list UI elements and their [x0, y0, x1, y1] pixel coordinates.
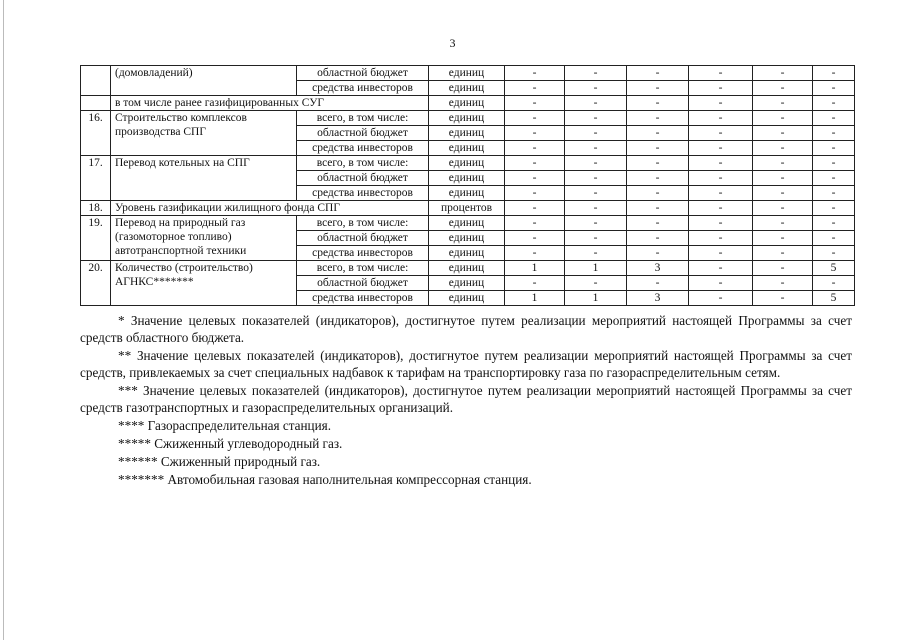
footnote: ****** Сжиженный природный газ.: [118, 454, 321, 469]
footnote: ** Значение целевых показателей (индикаторов), достигнутое путем реализации мероприятий настоящей Программы за счет средств, привлекаемых за счет специальных надбавок к тарифам на транспортировку газа по газораспределительным сетям.: [80, 348, 852, 380]
unit-cell: единиц: [429, 261, 505, 276]
funding-source: средства инвесторов: [297, 246, 429, 261]
funding-source: всего, в том числе:: [297, 261, 429, 276]
funding-source: областной бюджет: [297, 66, 429, 81]
unit-cell: единиц: [429, 156, 505, 171]
value-cell: -: [565, 231, 627, 246]
value-cell: -: [565, 66, 627, 81]
unit-cell: единиц: [429, 171, 505, 186]
value-cell: -: [813, 126, 855, 141]
value-cell: 1: [565, 261, 627, 276]
indicator-name: Строительство комплексов производства СПГ: [111, 111, 297, 156]
unit-cell: единиц: [429, 66, 505, 81]
value-cell: -: [565, 276, 627, 291]
indicator-name: Количество (строительство) АГНКС*******: [111, 261, 297, 306]
row-number: [81, 66, 111, 96]
value-cell: -: [813, 171, 855, 186]
value-cell: -: [627, 81, 689, 96]
row-number: 17.: [81, 156, 111, 201]
value-cell: -: [813, 231, 855, 246]
value-cell: -: [753, 246, 813, 261]
value-cell: -: [505, 126, 565, 141]
value-cell: -: [689, 216, 753, 231]
value-cell: -: [505, 141, 565, 156]
funding-source: всего, в том числе:: [297, 156, 429, 171]
value-cell: 5: [813, 261, 855, 276]
indicator-name: (домовладений): [111, 66, 297, 96]
value-cell: -: [505, 276, 565, 291]
indicator-name: в том числе ранее газифицированных СУГ: [111, 96, 429, 111]
unit-cell: единиц: [429, 231, 505, 246]
value-cell: -: [689, 231, 753, 246]
value-cell: -: [565, 171, 627, 186]
funding-source: средства инвесторов: [297, 141, 429, 156]
footnote: *** Значение целевых показателей (индикаторов), достигнутое путем реализации мероприятий настоящей Программы за счет средств газотранспортных и газораспределительных организаций.: [80, 383, 852, 415]
value-cell: -: [753, 126, 813, 141]
value-cell: -: [753, 66, 813, 81]
funding-source: областной бюджет: [297, 276, 429, 291]
value-cell: -: [753, 201, 813, 216]
value-cell: -: [753, 216, 813, 231]
unit-cell: единиц: [429, 246, 505, 261]
value-cell: -: [689, 141, 753, 156]
row-number: 20.: [81, 261, 111, 306]
unit-cell: единиц: [429, 216, 505, 231]
value-cell: -: [689, 291, 753, 306]
funding-source: средства инвесторов: [297, 81, 429, 96]
value-cell: -: [813, 156, 855, 171]
value-cell: 1: [505, 291, 565, 306]
row-number: 18.: [81, 201, 111, 216]
unit-cell: процентов: [429, 201, 505, 216]
unit-cell: единиц: [429, 291, 505, 306]
value-cell: -: [627, 246, 689, 261]
value-cell: -: [505, 246, 565, 261]
value-cell: -: [753, 96, 813, 111]
value-cell: -: [565, 216, 627, 231]
value-cell: -: [627, 231, 689, 246]
value-cell: -: [565, 141, 627, 156]
value-cell: -: [505, 156, 565, 171]
value-cell: -: [505, 66, 565, 81]
value-cell: -: [627, 96, 689, 111]
value-cell: -: [565, 111, 627, 126]
row-number: 16.: [81, 111, 111, 156]
value-cell: -: [753, 276, 813, 291]
value-cell: -: [627, 201, 689, 216]
value-cell: -: [627, 111, 689, 126]
table-row: [81, 201, 855, 216]
value-cell: -: [813, 96, 855, 111]
value-cell: -: [689, 66, 753, 81]
indicator-name: Перевод на природный газ (газомоторное топливо) автотранспортной техники: [111, 216, 297, 261]
value-cell: -: [505, 96, 565, 111]
value-cell: -: [689, 186, 753, 201]
value-cell: -: [813, 246, 855, 261]
value-cell: -: [753, 261, 813, 276]
footnote: **** Газораспределительная станция.: [118, 418, 332, 433]
value-cell: 5: [813, 291, 855, 306]
table-row: [81, 111, 855, 126]
value-cell: -: [627, 66, 689, 81]
value-cell: 1: [565, 291, 627, 306]
value-cell: -: [689, 126, 753, 141]
value-cell: -: [505, 81, 565, 96]
value-cell: -: [689, 261, 753, 276]
value-cell: -: [565, 156, 627, 171]
value-cell: -: [689, 96, 753, 111]
page-number: 3: [449, 36, 456, 50]
value-cell: -: [627, 156, 689, 171]
value-cell: -: [689, 276, 753, 291]
value-cell: -: [689, 246, 753, 261]
value-cell: -: [753, 231, 813, 246]
value-cell: -: [813, 276, 855, 291]
value-cell: -: [813, 81, 855, 96]
value-cell: -: [627, 276, 689, 291]
value-cell: -: [565, 201, 627, 216]
value-cell: 1: [505, 261, 565, 276]
value-cell: -: [505, 111, 565, 126]
funding-source: областной бюджет: [297, 231, 429, 246]
value-cell: -: [565, 96, 627, 111]
value-cell: -: [753, 171, 813, 186]
value-cell: 3: [627, 291, 689, 306]
footnote: * Значение целевых показателей (индикаторов), достигнутое путем реализации мероприятий настоящей Программы за счет средств областного бюджета.: [80, 313, 852, 345]
value-cell: -: [813, 186, 855, 201]
table-row: [81, 96, 855, 111]
footnote: ***** Сжиженный углеводородный газ.: [118, 436, 343, 451]
unit-cell: единиц: [429, 96, 505, 111]
value-cell: -: [689, 156, 753, 171]
value-cell: -: [627, 126, 689, 141]
funding-source: средства инвесторов: [297, 291, 429, 306]
funding-source: областной бюджет: [297, 171, 429, 186]
value-cell: -: [689, 81, 753, 96]
footnote: ******* Автомобильная газовая наполнительная компрессорная станция.: [118, 472, 532, 487]
funding-source: всего, в том числе:: [297, 216, 429, 231]
value-cell: -: [753, 111, 813, 126]
value-cell: -: [505, 231, 565, 246]
table-row: [81, 261, 855, 276]
value-cell: 3: [627, 261, 689, 276]
value-cell: -: [689, 201, 753, 216]
value-cell: -: [565, 126, 627, 141]
value-cell: -: [505, 201, 565, 216]
value-cell: -: [689, 111, 753, 126]
value-cell: -: [813, 111, 855, 126]
value-cell: -: [505, 186, 565, 201]
value-cell: -: [813, 216, 855, 231]
indicator-name: Перевод котельных на СПГ: [111, 156, 297, 201]
value-cell: -: [505, 171, 565, 186]
row-number: 19.: [81, 216, 111, 261]
unit-cell: единиц: [429, 141, 505, 156]
table-row: [81, 66, 855, 81]
unit-cell: единиц: [429, 186, 505, 201]
table-row: [81, 216, 855, 231]
value-cell: -: [565, 246, 627, 261]
unit-cell: единиц: [429, 81, 505, 96]
value-cell: -: [753, 81, 813, 96]
funding-source: всего, в том числе:: [297, 111, 429, 126]
scan-edge-line: [3, 0, 4, 640]
row-number: [81, 96, 111, 111]
value-cell: -: [505, 216, 565, 231]
value-cell: -: [565, 186, 627, 201]
value-cell: -: [753, 291, 813, 306]
table-body: [81, 66, 855, 306]
value-cell: -: [813, 141, 855, 156]
value-cell: -: [627, 216, 689, 231]
unit-cell: единиц: [429, 276, 505, 291]
value-cell: -: [565, 81, 627, 96]
value-cell: -: [753, 186, 813, 201]
value-cell: -: [627, 141, 689, 156]
funding-source: средства инвесторов: [297, 186, 429, 201]
indicator-name: Уровень газификации жилищного фонда СПГ: [111, 201, 429, 216]
value-cell: -: [689, 171, 753, 186]
indicators-table: [80, 65, 855, 306]
unit-cell: единиц: [429, 111, 505, 126]
value-cell: -: [813, 66, 855, 81]
table-row: [81, 156, 855, 171]
value-cell: -: [753, 141, 813, 156]
value-cell: -: [627, 186, 689, 201]
footnotes: [80, 312, 852, 489]
value-cell: -: [627, 171, 689, 186]
unit-cell: единиц: [429, 126, 505, 141]
value-cell: -: [753, 156, 813, 171]
value-cell: -: [813, 201, 855, 216]
funding-source: областной бюджет: [297, 126, 429, 141]
